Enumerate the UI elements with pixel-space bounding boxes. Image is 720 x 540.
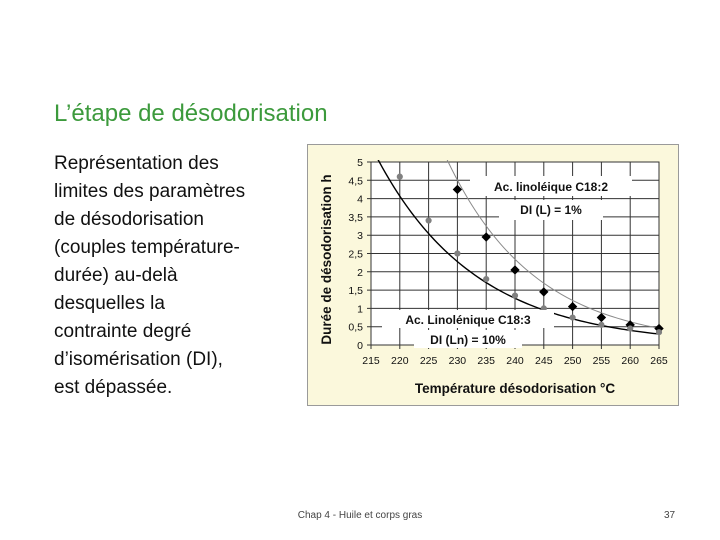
data-point-linolenic bbox=[512, 293, 517, 298]
y-tick-label: 3 bbox=[357, 230, 363, 243]
data-point-linolenic bbox=[628, 326, 633, 331]
y-tick-label: 0 bbox=[357, 340, 363, 352]
isomerisation-chart bbox=[308, 145, 680, 407]
x-tick-label: 265 bbox=[650, 355, 668, 367]
x-tick-label: 245 bbox=[535, 355, 553, 367]
description-text bbox=[54, 150, 304, 402]
data-point-linolenic bbox=[484, 277, 489, 282]
y-tick-label: 1,5 bbox=[348, 285, 363, 298]
data-point-linolenic bbox=[426, 218, 431, 223]
y-axis-label: Durée de désodorisation h bbox=[319, 174, 334, 345]
x-axis-label: Température désodorisation °C bbox=[414, 381, 616, 396]
annotation-linolenic-title: Ac. Linolénique C18:3 bbox=[405, 313, 531, 327]
description-line: de désodorisation bbox=[54, 209, 204, 230]
description-line: desquelles la bbox=[54, 293, 165, 314]
data-point-linolenic bbox=[397, 174, 402, 179]
y-tick-label: 1 bbox=[357, 303, 363, 316]
data-point-linolenic bbox=[656, 330, 661, 335]
x-tick-label: 240 bbox=[506, 355, 524, 367]
data-point-linolenic bbox=[570, 315, 575, 320]
description-line: est dépassée. bbox=[54, 377, 173, 398]
y-tick-label: 4,5 bbox=[348, 175, 363, 188]
footer-text: Chap 4 - Huile et corps gras bbox=[297, 510, 423, 521]
description-line: durée) au-delà bbox=[54, 265, 178, 286]
y-tick-label: 3,5 bbox=[348, 211, 363, 224]
y-tick-label: 0,5 bbox=[348, 321, 363, 334]
slide-title: L’étape de désodorisation bbox=[54, 100, 328, 127]
page-number: 37 bbox=[664, 510, 676, 521]
x-tick-label: 225 bbox=[419, 355, 438, 367]
description-line: (couples température- bbox=[54, 237, 240, 258]
annotation-linoleic-title: Ac. linoléique C18:2 bbox=[493, 180, 609, 194]
y-tick-label: 2 bbox=[357, 266, 363, 279]
data-point-linolenic bbox=[599, 322, 604, 327]
x-tick-label: 235 bbox=[477, 355, 495, 367]
y-tick-label: 5 bbox=[357, 157, 363, 169]
x-tick-label: 230 bbox=[448, 355, 467, 367]
description-line: limites des paramètres bbox=[54, 181, 246, 202]
x-tick-label: 255 bbox=[592, 355, 611, 367]
description-line: contrainte degré bbox=[54, 321, 192, 342]
description-line: d’isomérisation (DI), bbox=[54, 349, 223, 370]
annotation-linoleic-di: DI (L) = 1% bbox=[520, 203, 582, 217]
x-tick-label: 220 bbox=[391, 355, 409, 367]
chart-frame bbox=[307, 144, 679, 406]
x-tick-label: 250 bbox=[563, 355, 582, 367]
y-tick-label: 2,5 bbox=[348, 248, 363, 261]
x-tick-label: 260 bbox=[621, 355, 639, 367]
y-tick-label: 4 bbox=[357, 193, 363, 206]
description-line: Représentation des bbox=[54, 153, 219, 174]
annotation-linolenic-di: DI (Ln) = 10% bbox=[430, 333, 506, 347]
x-tick-label: 215 bbox=[362, 355, 380, 367]
data-point-linolenic bbox=[455, 251, 460, 256]
